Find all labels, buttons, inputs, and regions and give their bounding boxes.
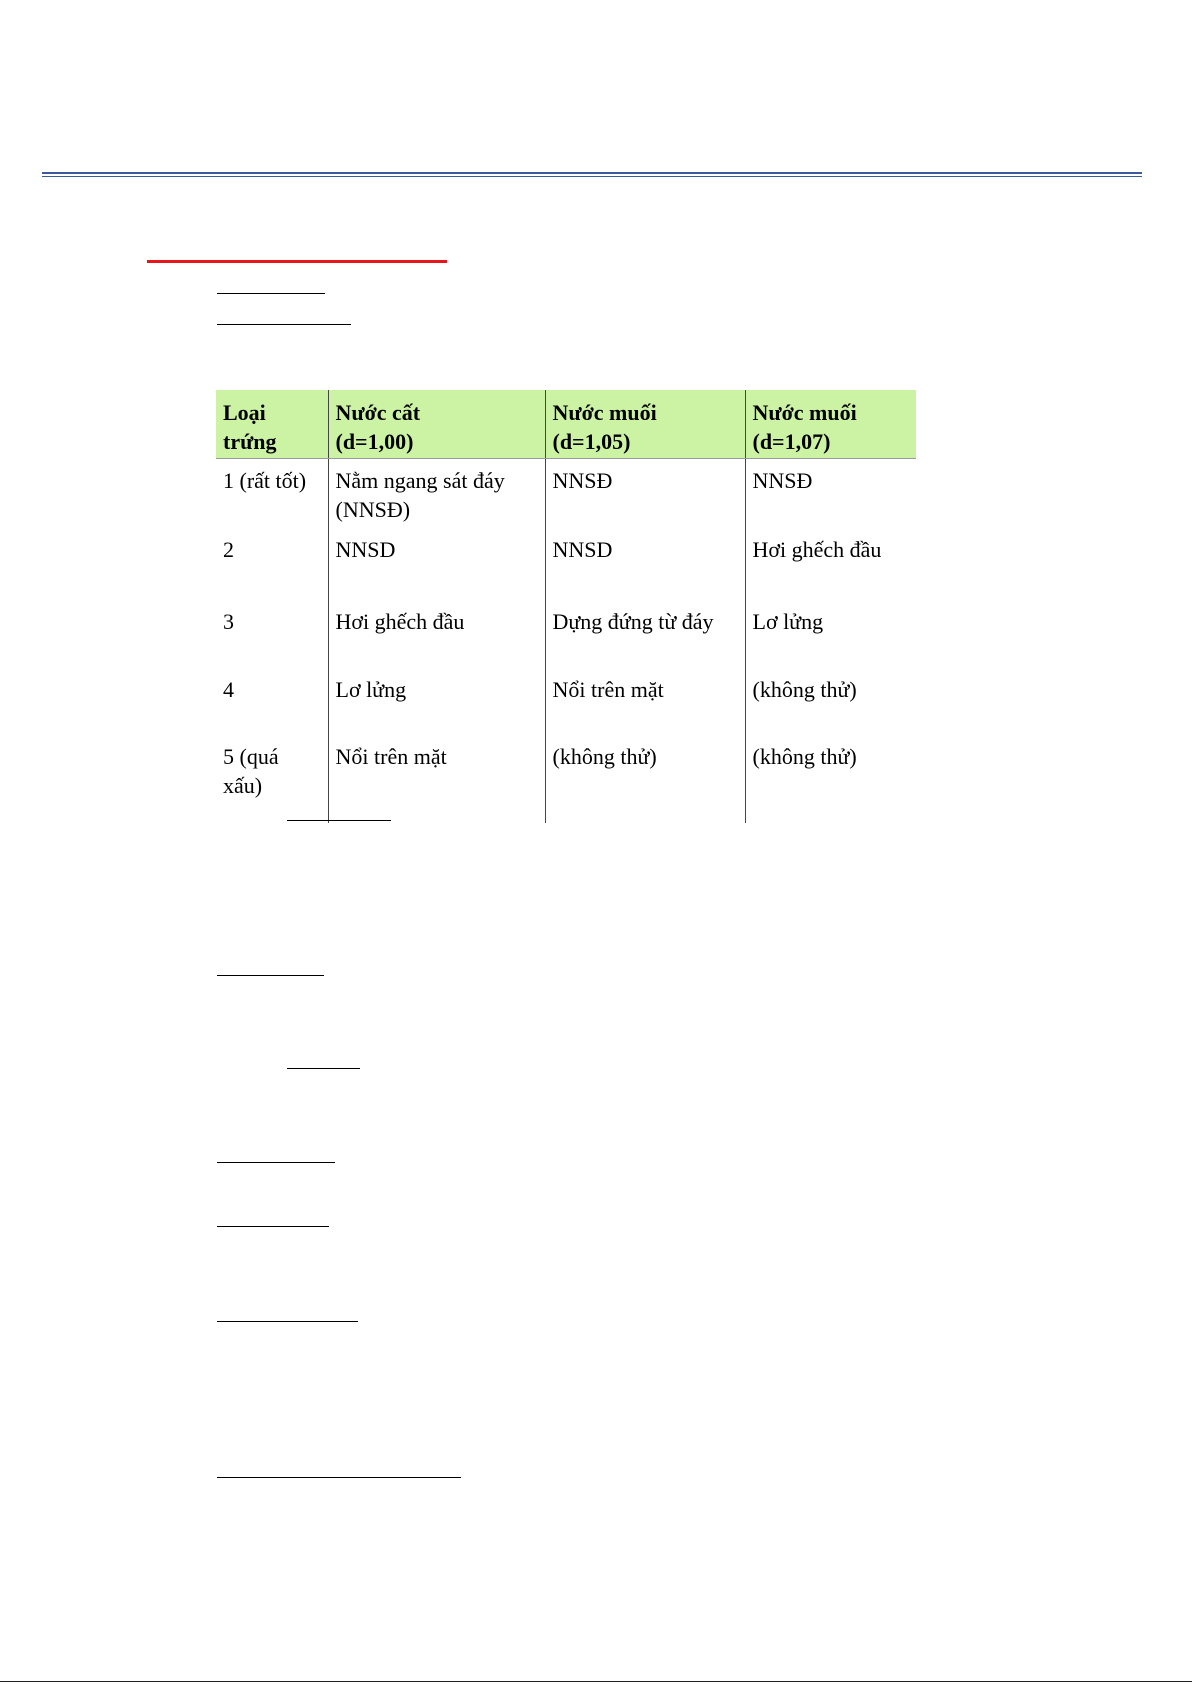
subheading-underline [217, 1321, 358, 1322]
table-cell: Lơ lửng [752, 608, 824, 634]
table-cell: 4 [216, 668, 328, 735]
table-cell: (không thử) [752, 676, 857, 702]
table-cell: (không thử) [545, 735, 745, 823]
table-row [216, 528, 916, 600]
footer-rule [0, 1681, 1192, 1682]
table-cell: Hơi ghếch đầu [328, 600, 545, 668]
table-cell: NNSĐ [752, 467, 813, 493]
table-row [216, 458, 916, 528]
table-cell: 5 (quá xấu) [216, 735, 328, 823]
table-cell: Nổi trên mặt [328, 735, 545, 823]
table-cell: NNSD [328, 528, 545, 600]
subheading-underline [217, 293, 325, 294]
subheading-underline [217, 1477, 461, 1478]
table-cell: Nổi trên mặt [545, 668, 745, 735]
header-cell-distilled-water: Nước cất (d=1,00) [328, 390, 545, 458]
subheading-underline [217, 1226, 329, 1227]
table-cell: (không thử) [752, 743, 857, 769]
subheading-underline [217, 975, 324, 976]
table-cell: Hơi ghếch đầu [752, 536, 882, 562]
egg-density-table [216, 390, 916, 823]
table-cell: NNSĐ [545, 458, 745, 528]
table-row [216, 600, 916, 668]
table-cell: 3 [216, 600, 328, 668]
subheading-underline [217, 324, 351, 325]
table-cell: NNSD [545, 528, 745, 600]
table-header-row [216, 390, 916, 458]
table-cell: Lơ lửng [328, 668, 545, 735]
table-cell: Nằm ngang sát đáy (NNSĐ) [328, 458, 545, 528]
table-cell: Dựng đứng từ đáy [545, 600, 745, 668]
subheading-underline [217, 1162, 335, 1163]
table-cell: 2 [216, 528, 328, 600]
table-row [216, 668, 916, 735]
header-rule [42, 172, 1142, 174]
table-cell: 1 (rất tốt) [216, 458, 328, 528]
header-rule-secondary [42, 176, 1142, 177]
header-cell-egg-grade: Loại trứng [216, 390, 328, 458]
subheading-underline [287, 1068, 360, 1069]
table-row [216, 735, 916, 823]
header-cell-salt-water-107: Nước muối (d=1,07) [745, 390, 916, 458]
header-cell-salt-water-105: Nước muối (d=1,05) [545, 390, 745, 458]
subheading-underline [287, 820, 391, 821]
section-heading-underline [147, 260, 447, 263]
